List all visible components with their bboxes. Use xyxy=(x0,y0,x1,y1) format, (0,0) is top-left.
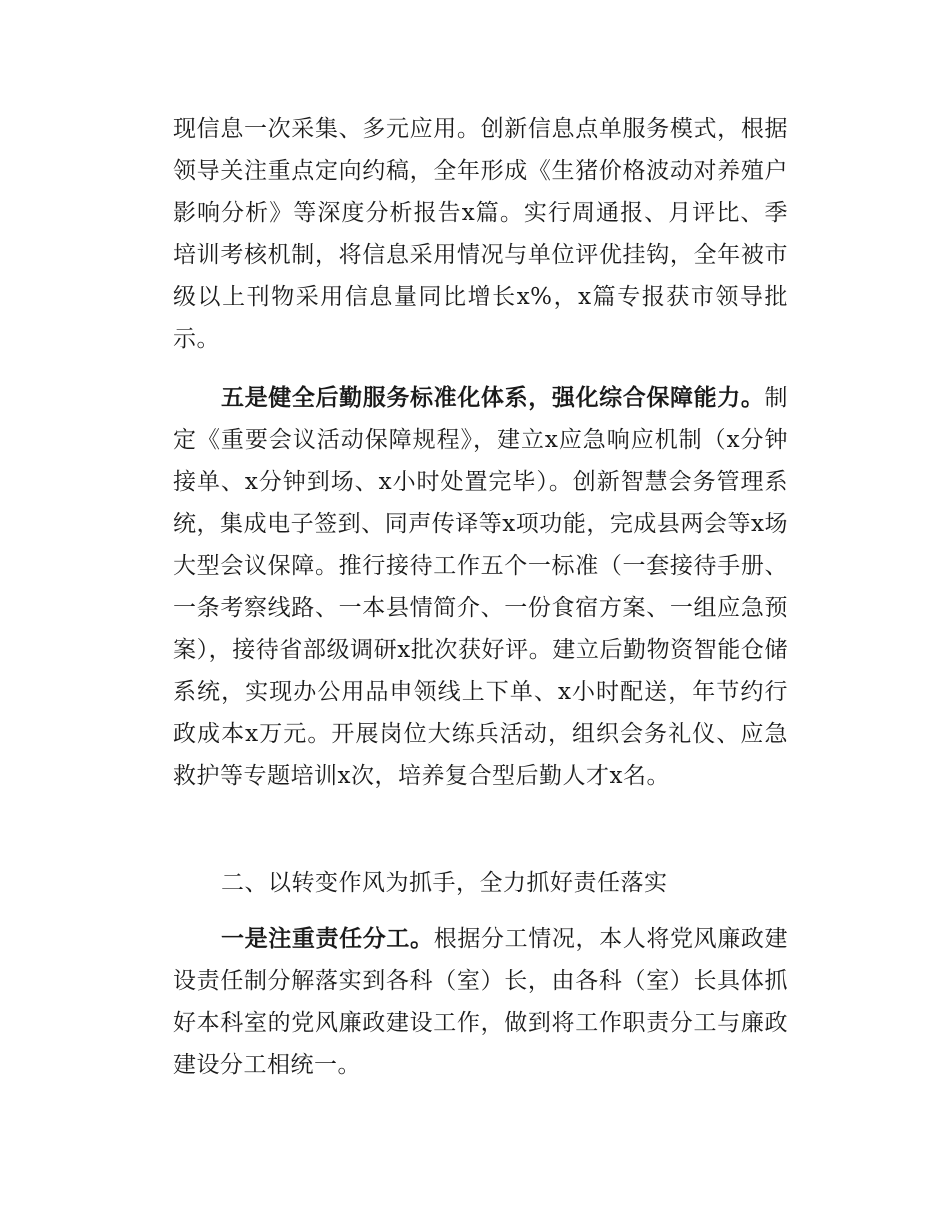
paragraph-responsibility xyxy=(173,918,788,1086)
paragraph-text: 制定《重要会议活动保障规程》，建立x应急响应机制（x分钟接单、x分钟到场、x小时处置完毕）。创新智慧会务管理系统，集成电子签到、同声传译等x项功能，完成县两会等x场大型会议保障。推行接待工作五个一标准（一套接待手册、一条考察线路、一本县情简介、一份食宿方案、一组应急预案），接待省部级调研x批次获好评。建立后勤物资智能仓储系统，实现办公用品申领线上下单、x小时配送，年节约行政成本x万元。开展岗位大练兵活动，组织会务礼仪、应急救护等专题培训x次，培养复合型后勤人才x名。 xyxy=(173,385,788,789)
paragraph-text: 现信息一次采集、多元应用。创新信息点单服务模式，根据领导关注重点定向约稿，全年形成《生猪价格波动对养殖户影响分析》等深度分析报告x篇。实行周通报、月评比、季培训考核机制，将信息采用情况与单位评优挂钩，全年被市级以上刊物采用信息量同比增长x%，x篇专报获市领导批示。 xyxy=(173,116,788,352)
paragraph-lead: 五是健全后勤服务标准化体系，强化综合保障能力。 xyxy=(221,385,765,411)
paragraph-text: 根据分工情况，本人将党风廉政建设责任制分解落实到各科（室）长，由各科（室）长具体抓好本科室的党风廉政建设工作，做到将工作职责分工与廉政建设分工相统一。 xyxy=(173,926,789,1078)
paragraph-info-collection xyxy=(173,108,788,360)
section-heading: 二、以转变作风为抓手，全力抓好责任落实 xyxy=(221,870,668,896)
paragraph-lead: 一是注重责任分工。 xyxy=(221,926,434,952)
paragraph-logistics xyxy=(173,377,788,797)
